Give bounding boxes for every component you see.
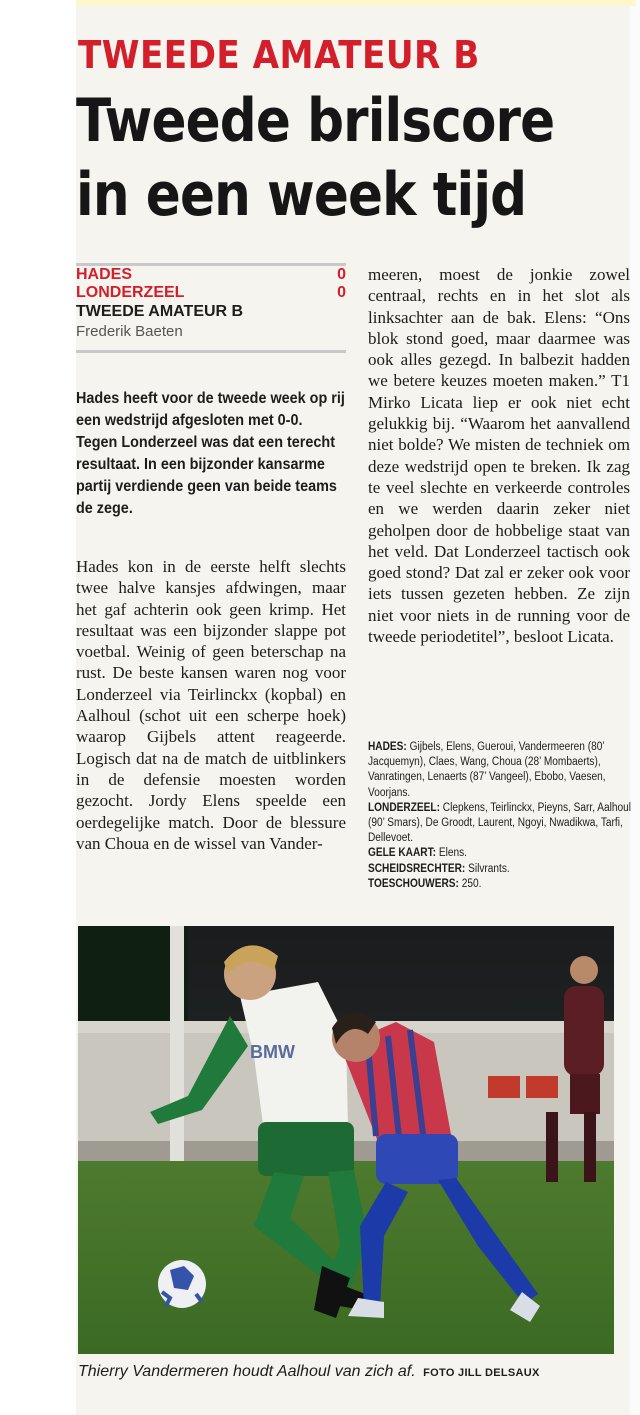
match-photo — [78, 926, 614, 1354]
lineup-referee: SCHEIDSRECHTER: Silvrants. — [368, 862, 510, 875]
home-team-row — [76, 266, 346, 284]
away-score: 0 — [337, 284, 346, 301]
score-box-bottom-rule — [76, 350, 346, 353]
section-kicker: TWEEDE AMATEUR B — [78, 33, 480, 77]
caption-text: Thierry Vandermeren houdt Aalhoul van zich af. — [78, 1363, 416, 1380]
intro-paragraph: Hades heeft voor de tweede week op rij een wedstrijd afgesloten met 0-0. Tegen Londerzeel was dat een terecht resultaat. In een bijzonder kansarme partij verdiende geen van beide teams de zege. — [76, 390, 345, 517]
headline — [76, 84, 609, 232]
body-column-right: meeren, moest de jonkie zowel centraal, rechts en in het slot als linksachter aan de bak. Elens: “Ons blok stond goed, maar daarmee was ook alles gezegd. In balbezit hadden we betere keuzes moeten maken.” T1 Mirko Licata liep er ook niet echt gelukkig bij. “Waarom het aanvallend niet bolde? We misten de techniek om deze wedstrijd open te breken. Ik zag te veel slechte en verkeerde controles en we werden daarin zeker niet geholpen door de hobbelige staat van het veld. Dat Londerzeel tactisch ook goed stond? Dat zal er zeker ook voor iets tussen gezeten hebben. Ze zijn niet voor niets in de running voor de tweede periodetitel”, besloot Licata. — [368, 265, 630, 647]
home-team: HADES — [76, 266, 133, 283]
lineup-box — [368, 740, 632, 892]
author-byline: Frederik Baeten — [76, 323, 183, 340]
lineup-londerzeel: LONDERZEEL: Clepkens, Teirlinckx, Pieyns, Sarr, Aalhoul (90’ Smars), De Groodt, Laurent, Ngoyi, Nwadikwa, Tarfi, Dellevoet. — [368, 801, 632, 845]
lineup-spectators: TOESCHOUWERS: 250. — [368, 877, 482, 890]
competition-label: TWEEDE AMATEUR B — [76, 303, 244, 320]
body-column-left: Hades kon in de eerste helft slechts twee halve kansjes afdwingen, maar het gaf achterin ook geen krimp. Het resultaat was een bijzonder slappe pot voetbal. Weinig of geen beterschap na rust. De beste kansen waren nog voor Londerzeel via Teirlinckx (kopbal) en Aalhoul (schot uit een scherpe hoek) waarop Gijbels attent reageerde. Logisch dat na de match de uitblinkers in de defensie moesten worden gezocht. Jordy Elens speelde een oerdegelijke match. Door de blessure van Choua en de wissel van Vander- — [76, 557, 346, 853]
football — [158, 1260, 206, 1308]
photo-credit: FOTO JILL DELSAUX — [423, 1367, 540, 1379]
headline-line-1: Tweede brilscore — [76, 86, 555, 156]
page-margin-right — [630, 0, 640, 1415]
shirt-sponsor-text: BMW — [250, 1042, 295, 1062]
score-box — [76, 263, 346, 353]
photo-caption — [78, 1360, 638, 1385]
away-team-row — [76, 284, 346, 302]
match-photo-illustration — [78, 926, 614, 1354]
top-strip — [76, 0, 636, 6]
home-score: 0 — [337, 266, 346, 283]
lineup-hades: HADES: Gijbels, Elens, Gueroui, Vandermeeren (80’ Jacquemyn), Claes, Wang, Choua (28’ Mombaerts), Vanratingen, Lenaerts (87’ Vangeel), Ebobo, Vaesen, Voorjans. — [368, 741, 606, 799]
page-margin — [0, 0, 76, 1415]
headline-line-2: in een week tijd — [76, 160, 527, 230]
lineup-yellow-card: GELE KAART: Elens. — [368, 847, 467, 860]
away-team: LONDERZEEL — [76, 284, 185, 301]
